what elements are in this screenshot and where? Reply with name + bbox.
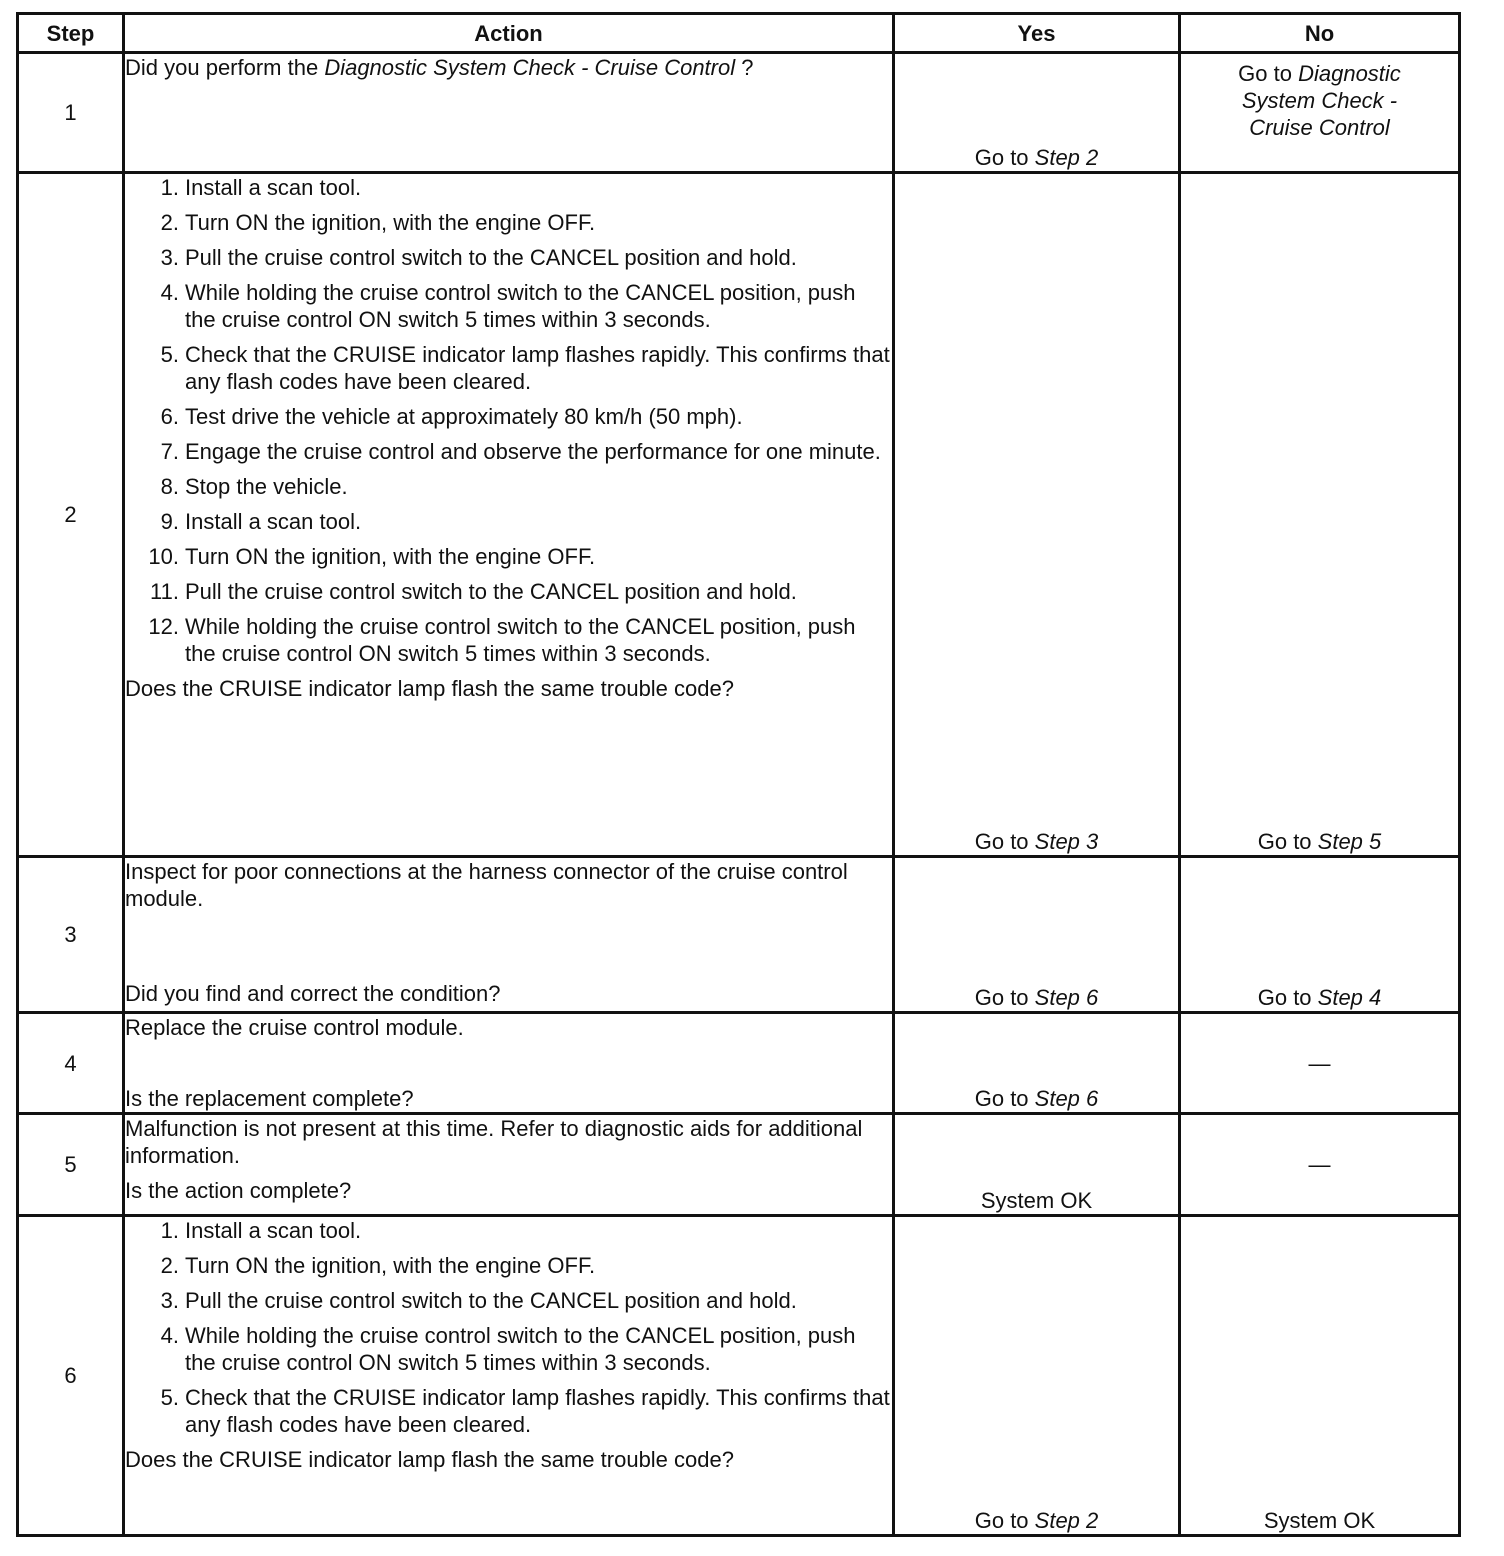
procedure-step-number: 11. — [150, 579, 179, 604]
no-cell: Go to Diagnostic System Check - Cruise Control — [1180, 53, 1460, 173]
procedure-step-text: Pull the cruise control switch to the CANCEL position and hold. — [185, 1288, 797, 1313]
procedure-step — [125, 174, 892, 201]
table-row — [18, 173, 1460, 857]
procedure-step-text: Stop the vehicle. — [185, 474, 348, 499]
header-step: Step — [18, 14, 124, 53]
table-row — [18, 1013, 1460, 1114]
step-number: 4 — [18, 1013, 124, 1114]
question-text: Did you find and correct the condition? — [125, 981, 501, 1006]
question-text: Is the action complete? — [125, 1178, 352, 1203]
procedure-step-text: While holding the cruise control switch to the CANCEL position, push the cruise control ON switch 5 times within 3 seconds. — [185, 280, 856, 332]
yes-cell: Go to Step 6 — [894, 857, 1180, 1013]
procedure-list — [125, 174, 892, 667]
procedure-step — [125, 279, 892, 333]
procedure-step-text: While holding the cruise control switch to the CANCEL position, push the cruise control ON switch 5 times within 3 seconds. — [185, 614, 856, 666]
question-text: Does the CRUISE indicator lamp flash the same trouble code? — [125, 676, 734, 701]
procedure-step-text: Engage the cruise control and observe the performance for one minute. — [185, 439, 881, 464]
procedure-step-number: 5. — [160, 342, 179, 367]
step-number: 1 — [18, 53, 124, 173]
procedure-list — [125, 1217, 892, 1438]
question-text: Is the replacement complete? — [125, 1086, 414, 1111]
procedure-step-number: 9. — [160, 509, 179, 534]
no-cell: Go to Step 4 — [1180, 857, 1460, 1013]
header-row — [18, 14, 1460, 53]
procedure-step-number: 10. — [148, 544, 179, 569]
header-action: Action — [124, 14, 894, 53]
procedure-step-number: 12. — [148, 614, 179, 639]
no-cell: Go to Step 5 — [1180, 173, 1460, 857]
procedure-step-text: While holding the cruise control switch to the CANCEL position, push the cruise control ON switch 5 times within 3 seconds. — [185, 1323, 856, 1375]
action-text: Malfunction is not present at this time. Refer to diagnostic aids for additional information. — [125, 1116, 863, 1168]
procedure-step-number: 6. — [160, 404, 179, 429]
procedure-step — [125, 473, 892, 500]
yes-cell: System OK — [894, 1114, 1180, 1216]
procedure-step — [125, 578, 892, 605]
procedure-step-number: 4. — [160, 1323, 179, 1348]
step-number: 6 — [18, 1216, 124, 1536]
header-no: No — [1180, 14, 1460, 53]
action-text: Inspect for poor connections at the harness connector of the cruise control module. — [125, 859, 848, 911]
action-cell — [124, 1013, 894, 1114]
procedure-step-number: 7. — [160, 439, 179, 464]
action-cell: Did you perform the Diagnostic System Check - Cruise Control ? — [124, 53, 894, 173]
procedure-step-text: Install a scan tool. — [185, 1218, 362, 1243]
step-number: 3 — [18, 857, 124, 1013]
table-row — [18, 53, 1460, 173]
procedure-step — [125, 1217, 892, 1244]
procedure-step-text: Turn ON the ignition, with the engine OFF. — [185, 544, 596, 569]
procedure-step — [125, 341, 892, 395]
table-row — [18, 1114, 1460, 1216]
diagnostic-link-text: Diagnostic System Check - Cruise Control — [324, 55, 736, 80]
action-cell — [124, 857, 894, 1013]
procedure-step-number: 3. — [160, 1288, 179, 1313]
action-cell — [124, 1216, 894, 1536]
no-cell: System OK — [1180, 1216, 1460, 1536]
procedure-step — [125, 209, 892, 236]
table-row — [18, 857, 1460, 1013]
procedure-step — [125, 438, 892, 465]
header-yes: Yes — [894, 14, 1180, 53]
procedure-step-text: Install a scan tool. — [185, 175, 362, 200]
question-text: Does the CRUISE indicator lamp flash the same trouble code? — [125, 1447, 734, 1472]
procedure-step-text: Pull the cruise control switch to the CANCEL position and hold. — [185, 245, 797, 270]
procedure-step-number: 1. — [160, 1218, 179, 1243]
yes-cell: Go to Step 2 — [894, 53, 1180, 173]
no-cell: — — [1180, 1114, 1460, 1216]
procedure-step-number: 2. — [160, 210, 179, 235]
procedure-step-text: Pull the cruise control switch to the CANCEL position and hold. — [185, 579, 797, 604]
procedure-step-number: 4. — [160, 280, 179, 305]
procedure-step — [125, 543, 892, 570]
procedure-step-text: Install a scan tool. — [185, 509, 362, 534]
procedure-step-text: Turn ON the ignition, with the engine OFF. — [185, 1253, 596, 1278]
procedure-step-number: 1. — [160, 175, 179, 200]
procedure-step-text: Turn ON the ignition, with the engine OFF. — [185, 210, 596, 235]
diagnostic-table — [16, 12, 1461, 1537]
procedure-step-text: Check that the CRUISE indicator lamp flashes rapidly. This confirms that any flash codes have been cleared. — [185, 1385, 890, 1437]
procedure-step-text: Check that the CRUISE indicator lamp flashes rapidly. This confirms that any flash codes have been cleared. — [185, 342, 890, 394]
procedure-step — [125, 1252, 892, 1279]
procedure-step — [125, 613, 892, 667]
procedure-step — [125, 1287, 892, 1314]
no-cell: — — [1180, 1013, 1460, 1114]
action-cell — [124, 173, 894, 857]
procedure-step-number: 2. — [160, 1253, 179, 1278]
table-row — [18, 1216, 1460, 1536]
yes-cell: Go to Step 3 — [894, 173, 1180, 857]
procedure-step-text: Test drive the vehicle at approximately 80 km/h (50 mph). — [185, 404, 743, 429]
procedure-step-number: 8. — [160, 474, 179, 499]
step-number: 5 — [18, 1114, 124, 1216]
action-text: Replace the cruise control module. — [125, 1015, 464, 1040]
procedure-step — [125, 508, 892, 535]
yes-cell: Go to Step 2 — [894, 1216, 1180, 1536]
procedure-step — [125, 244, 892, 271]
procedure-step-number: 5. — [160, 1385, 179, 1410]
procedure-step-number: 3. — [160, 245, 179, 270]
procedure-step — [125, 1384, 892, 1438]
yes-cell: Go to Step 6 — [894, 1013, 1180, 1114]
procedure-step — [125, 1322, 892, 1376]
action-cell — [124, 1114, 894, 1216]
procedure-step — [125, 403, 892, 430]
step-number: 2 — [18, 173, 124, 857]
